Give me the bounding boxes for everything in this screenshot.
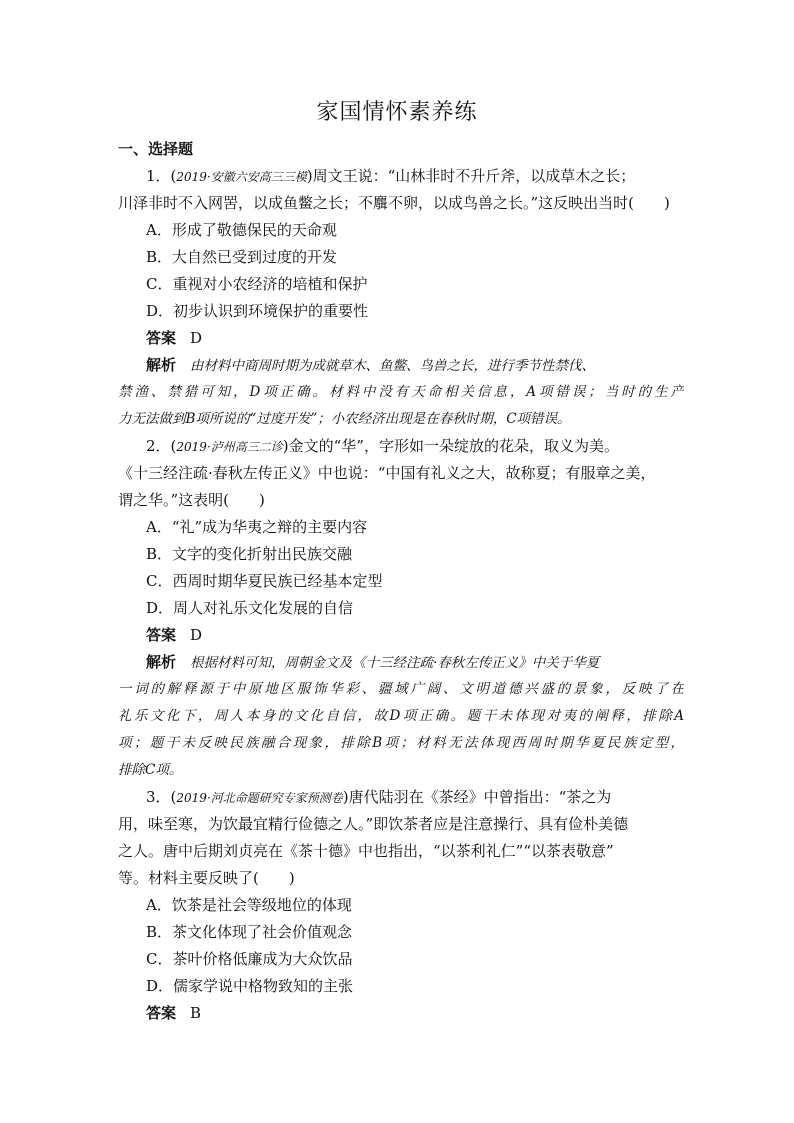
question-2-explanation-line-2: 一词的解释源于中原地区服饰华彩、疆域广阔、文明道德兴盛的景象，反映了在 (118, 681, 684, 697)
question-2-source: 2019·泸州高三二诊 (176, 440, 283, 454)
question-3-answer: 答案 B (146, 1004, 202, 1022)
question-3-option-b: B．茶文化体现了社会价值观念 (146, 923, 353, 941)
question-1-option-c: C．重视对小农经济的培植和保护 (146, 275, 368, 293)
question-2-explanation-line-5: 排除C项。 (118, 762, 183, 778)
question-3-option-c: C．茶叶价格低廉成为大众饮品 (146, 950, 353, 968)
question-2-option-b: B．文字的变化折射出民族交融 (146, 545, 353, 563)
question-3-stem-line-3: 之人。唐中后期刘贞亮在《茶十德》中也指出，“以茶利礼仁”“以茶表敬意” (118, 842, 614, 860)
question-2-stem-line-3: 谓之华。”这表明( ) (118, 491, 265, 509)
question-2-option-c: C．西周时期华夏民族已经基本定型 (146, 572, 383, 590)
question-3-stem-line-4: 等。材料主要反映了( ) (118, 869, 295, 887)
question-2-explanation-line-1: 解析 根据材料可知，周朝金文及《十三经注疏·春秋左传正义》中关于华夏 (146, 653, 600, 671)
question-2-option-d: D．周人对礼乐文化发展的自信 (146, 599, 354, 617)
question-2-option-a: A．“礼”成为华夷之辩的主要内容 (146, 518, 368, 536)
question-1-stem-line-1: 1．(2019·安徽六安高三三模)周文王说：“山林非时不升斤斧，以成草木之长； (146, 167, 636, 185)
question-1-option-a: A．形成了敬德保民的天命观 (146, 221, 337, 239)
question-2-stem-line-2: 《十三经注疏·春秋左传正义》中也说：“中国有礼义之大，故称夏；有服章之美， (118, 464, 656, 482)
question-1-explanation-line-3: 力无法做到B项所说的“过度开发”；小农经济出现是在春秋时期，C项错误。 (118, 411, 571, 427)
question-2-stem-line-1: 2．(2019·泸州高三二诊)金文的“华”，字形如一朵绽放的花朵，取义为美。 (146, 437, 619, 455)
page-title: 家国情怀素养练 (316, 100, 478, 125)
question-1-explanation-line-2: 禁渔、禁猎可知，D项正确。材料中没有天命相关信息，A项错误；当时的生产 (118, 384, 684, 400)
document-body (118, 136, 684, 1027)
question-2-explanation-line-3: 礼乐文化下，周人本身的文化自信，故D项正确。题干未体现对夷的阐释，排除A (118, 708, 684, 724)
question-1-explanation-line-1: 解析 由材料中商周时期为成就草木、鱼鳖、鸟兽之长，进行季节性禁伐、 (146, 356, 596, 374)
question-1-stem-line-2: 川泽非时不入网罟，以成鱼鳖之长；不麛不卵，以成鸟兽之长。”这反映出当时( ) (118, 194, 670, 212)
section-heading: 一、选择题 (118, 140, 194, 158)
question-3-option-a: A．饮茶是社会等级地位的体现 (146, 896, 352, 914)
question-1-option-d: D．初步认识到环境保护的重要性 (146, 302, 369, 320)
question-3-source: 2019·河北命题研究专家预测卷 (176, 791, 343, 805)
question-3-stem-line-2: 用，味至寒，为饮最宜精行俭德之人。”即饮茶者应是注意操行、具有俭朴美德 (118, 815, 629, 833)
question-3-stem-line-1: 3．(2019·河北命题研究专家预测卷)唐代陆羽在《茶经》中曾指出：“茶之为 (146, 788, 612, 806)
question-2-answer: 答案 D (146, 626, 203, 644)
question-2-explanation-line-4: 项；题干未反映民族融合现象，排除B项；材料无法体现西周时期华夏民族定型， (118, 735, 684, 751)
question-3-option-d: D．儒家学说中格物致知的主张 (146, 977, 354, 995)
question-1-option-b: B．大自然已受到过度的开发 (146, 248, 338, 266)
question-1-source: 2019·安徽六安高三三模 (176, 170, 307, 184)
question-1-answer: 答案 D (146, 329, 203, 347)
